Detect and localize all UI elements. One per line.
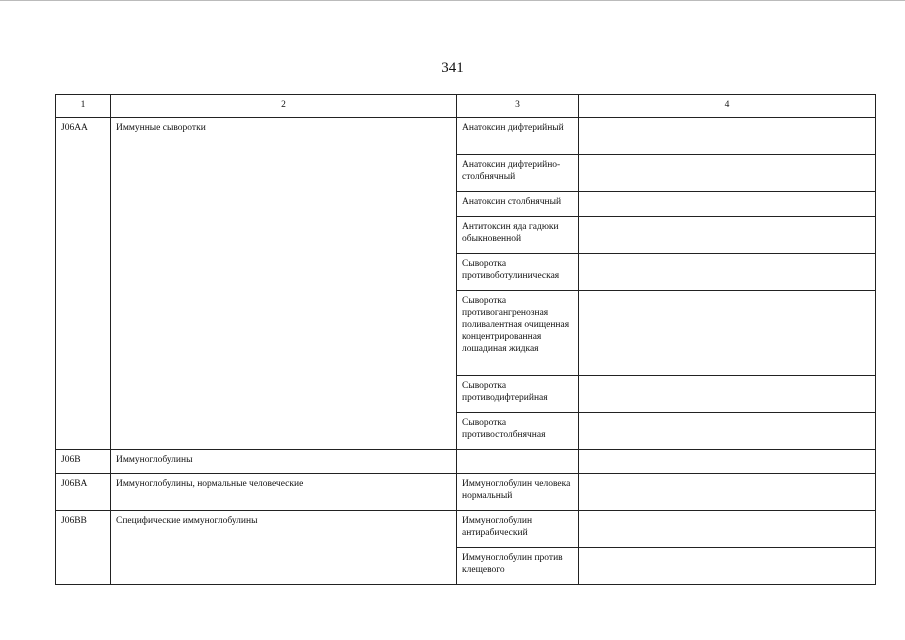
table-row <box>56 450 876 474</box>
header-col-2: 2 <box>111 95 457 118</box>
drug-name <box>457 450 579 474</box>
drug-name: Иммуноглобулин антирабический <box>457 511 579 548</box>
group-name: Специфические иммуноглобулины <box>111 511 457 585</box>
dosage-form-cell <box>579 450 876 474</box>
table-header-row <box>56 95 876 118</box>
drug-name: Анатоксин дифтерийно-столбнячный <box>457 155 579 192</box>
drug-name: Иммуноглобулин против клещевого <box>457 548 579 585</box>
header-col-3: 3 <box>457 95 579 118</box>
page-top-edge <box>0 0 905 1</box>
dosage-form-cell <box>579 291 876 376</box>
drug-name: Анатоксин столбнячный <box>457 192 579 217</box>
table-row <box>56 511 876 548</box>
dosage-form-cell <box>579 376 876 413</box>
page-number: 341 <box>441 60 464 76</box>
header-col-1: 1 <box>56 95 111 118</box>
dosage-form-cell <box>579 192 876 217</box>
drug-name: Антитоксин яда гадюки обыкновенной <box>457 217 579 254</box>
drug-name: Сыворотка противодифтерийная <box>457 376 579 413</box>
dosage-form-cell <box>579 118 876 155</box>
table-row <box>56 474 876 511</box>
group-name: Иммуноглобулины, нормальные человеческие <box>111 474 457 511</box>
group-name: Иммунные сыворотки <box>111 118 457 450</box>
group-code: J06B <box>56 450 111 474</box>
group-code: J06BA <box>56 474 111 511</box>
dosage-form-cell <box>579 254 876 291</box>
table-row <box>56 118 876 155</box>
dosage-form-cell <box>579 413 876 450</box>
drug-name: Сыворотка противостолбнячная <box>457 413 579 450</box>
dosage-form-cell <box>579 155 876 192</box>
dosage-form-cell <box>579 217 876 254</box>
drug-name: Анатоксин дифтерийный <box>457 118 579 155</box>
drug-name: Иммуноглобулин человека нормальный <box>457 474 579 511</box>
group-code: J06AA <box>56 118 111 450</box>
dosage-form-cell <box>579 511 876 548</box>
dosage-form-cell <box>579 548 876 585</box>
header-col-4: 4 <box>579 95 876 118</box>
drug-name: Сыворотка противоботулиническая <box>457 254 579 291</box>
group-code: J06BB <box>56 511 111 585</box>
group-name: Иммуноглобулины <box>111 450 457 474</box>
medication-table <box>55 94 876 585</box>
drug-name: Сыворотка противогангренозная поливалентная очищенная концентрированная лошадиная жидкая <box>457 291 579 376</box>
dosage-form-cell <box>579 474 876 511</box>
